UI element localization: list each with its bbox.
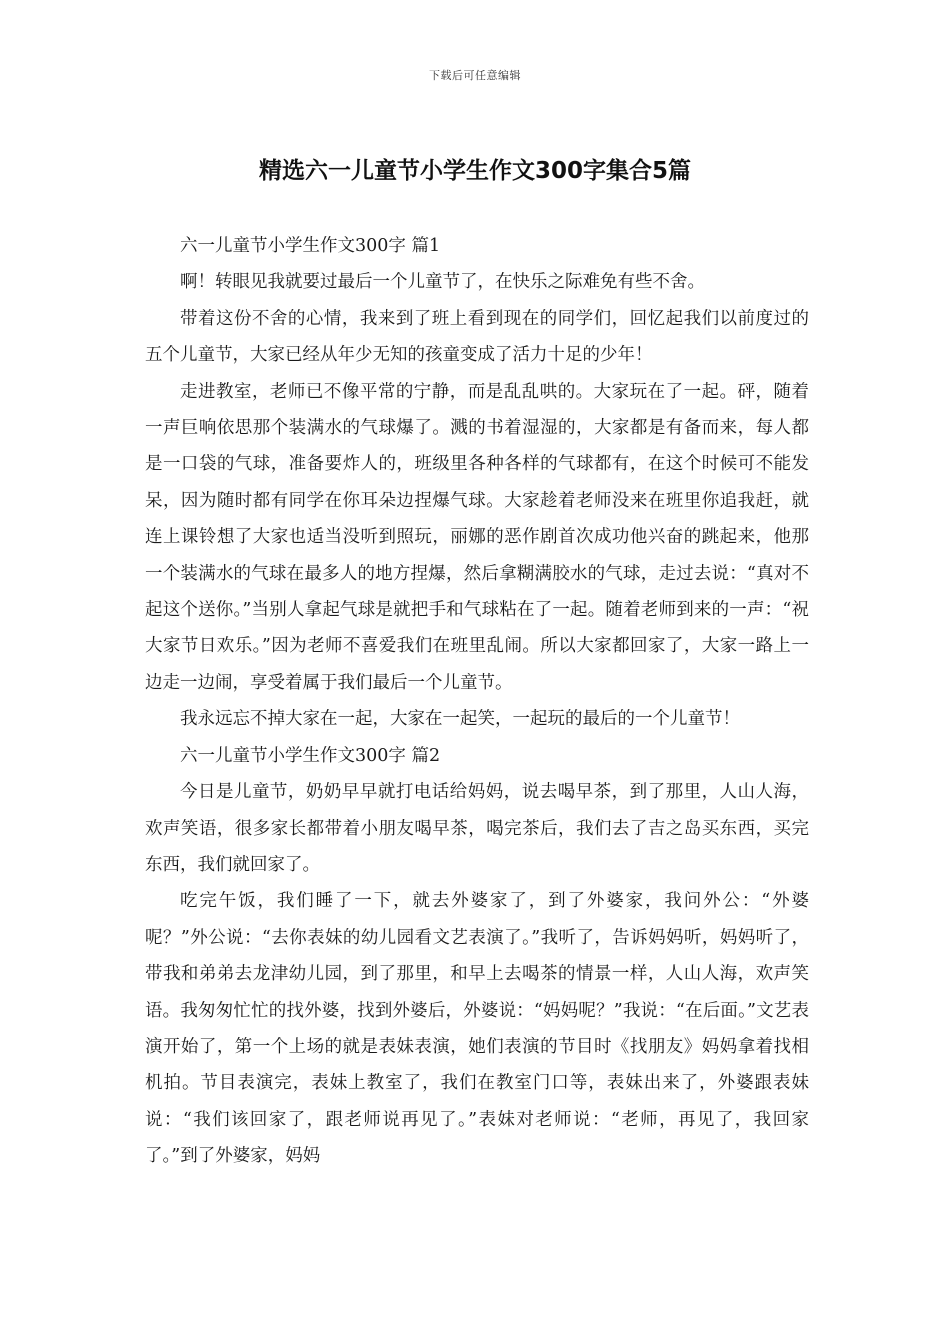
section-heading-1: 六一儿童节小学生作文300字 篇1 xyxy=(180,236,441,256)
paragraph: 带着这份不舍的心情，我来到了班上看到现在的同学们，回忆起我们以前度过的五个儿童节，大家已经从年少无知的孩童变成了活力十足的少年！ xyxy=(145,308,809,366)
paragraph: 走进教室，老师已不像平常的宁静，而是乱乱哄的。大家玩在了一起。砰，随着一声巨响依思那个装满水的气球爆了。溅的书着湿湿的，大家都是有备而来，每人都是一口袋的气球，准备要炸人的，班级里各种各样的气球都有，在这个时候可不能发呆，因为随时都有同学在你耳朵边捏爆气球。大家趁着老师没来在班里你追我赶，就连上课铃想了大家也适当没听到照玩，丽娜的恶作剧首次成功他兴奋的跳起来，他那一个装满水的气球在最多人的地方捏爆，然后拿糊满胶水的气球，走过去说：“真对不起这个送你。”当别人拿起气球是就把手和气球粘在了一起。随着老师到来的一声：“祝大家节日欢乐。”因为老师不喜爱我们在班里乱闹。所以大家都回家了，大家一路上一边走一边闹，享受着属于我们最后一个儿童节。 xyxy=(145,381,809,693)
header-note: 下载后可任意编辑 xyxy=(429,69,521,82)
paragraph: 我永远忘不掉大家在一起，大家在一起笑，一起玩的最后的一个儿童节！ xyxy=(180,709,740,730)
section-heading-2: 六一儿童节小学生作文300字 篇2 xyxy=(180,745,441,766)
paragraph: 啊！转眼见我就要过最后一个儿童节了，在快乐之际难免有些不舍。 xyxy=(180,272,705,293)
paragraph: 吃完午饭，我们睡了一下，就去外婆家了，到了外婆家，我问外公：“外婆呢？”外公说：“去你表妹的幼儿园看文艺表演了。”我听了，告诉妈妈听，妈妈听了，带我和弟弟去龙津幼儿园，到了那里，和早上去喝茶的情景一样，人山人海，欢声笑语。我匆匆忙忙的找外婆，找到外婆后，外婆说：“妈妈呢？”我说：“在后面。”文艺表演开始了，第一个上场的就是表妹表演，她们表演的节目时《找朋友》妈妈拿着找相机拍。节目表演完，表妹上教室了，我们在教室门口等，表妹出来了，外婆跟表妹说：“我们该回家了，跟老师说再见了。”表妹对老师说：“老师，再见了，我回家了。”到了外婆家，妈妈 xyxy=(145,891,809,1167)
document-body xyxy=(145,228,809,1175)
document-title: 精选六一儿童节小学生作文300字集合5篇 xyxy=(258,158,691,184)
paragraph: 今日是儿童节，奶奶早早就打电话给妈妈，说去喝早茶，到了那里，人山人海，欢声笑语，很多家长都带着小朋友喝早茶，喝完茶后，我们去了吉之岛买东西，买完东西，我们就回家了。 xyxy=(145,782,809,875)
